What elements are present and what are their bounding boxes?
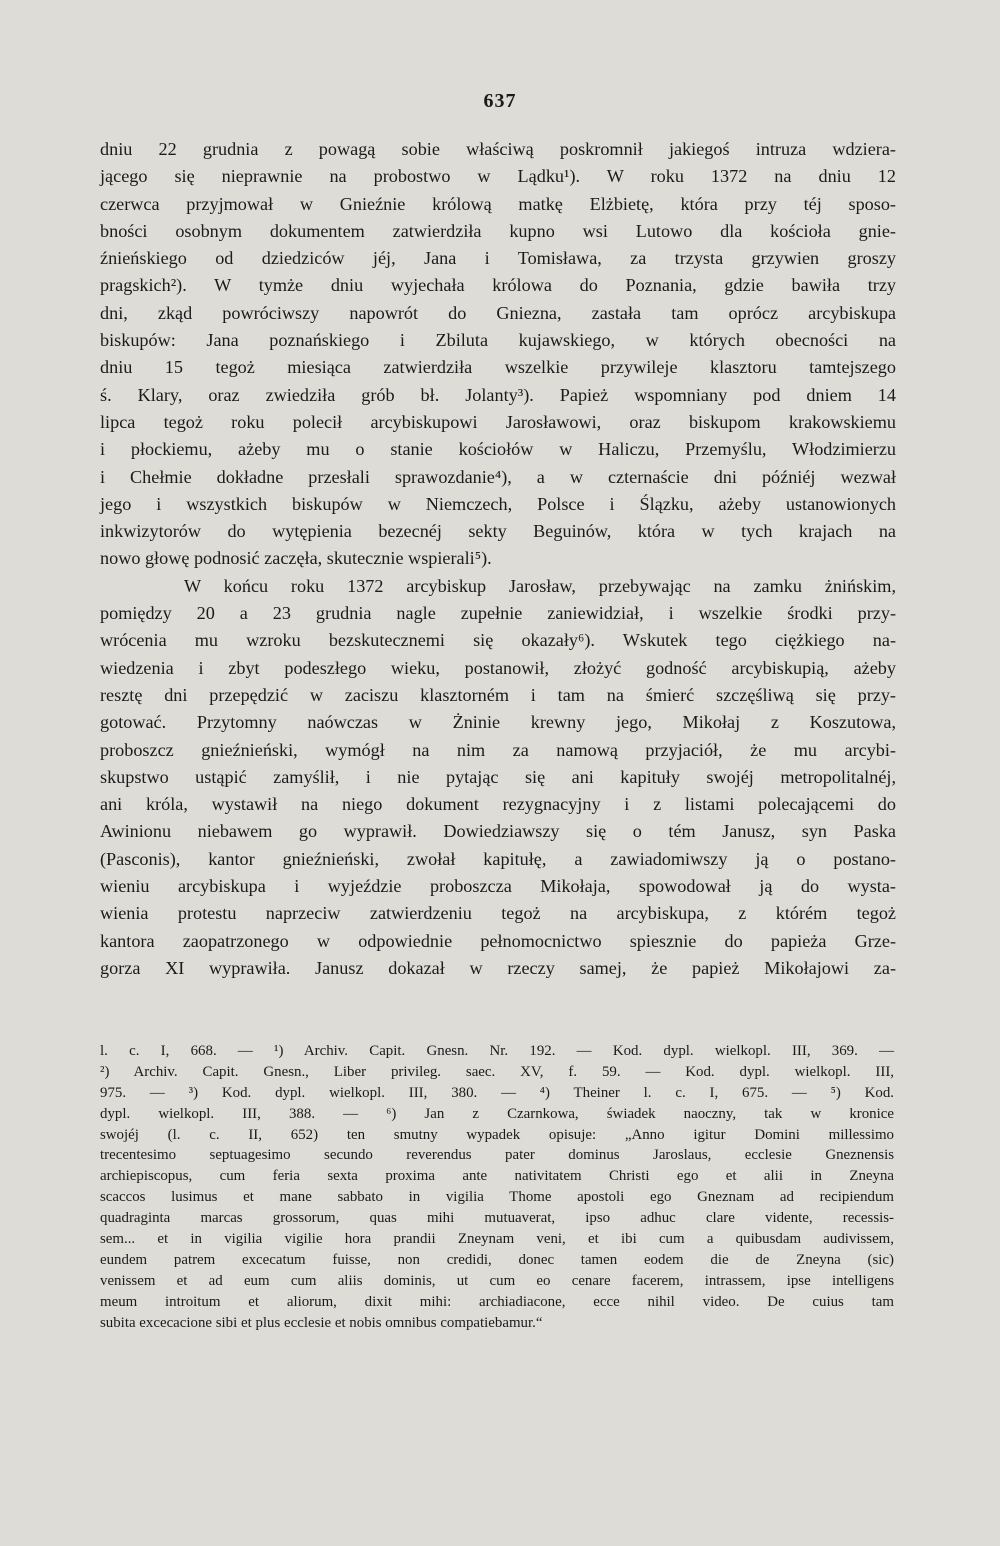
footnote-line: 975. — ³) Kod. dypl. wielkopl. III, 380. — ⁴) Theiner l. c. I, 675. — ⁵) Kod.: [100, 1084, 894, 1101]
text-line: wiedzenia i zbyt podeszłego wieku, postanowił, złożyć godność arcybiskupią, ażeby: [100, 657, 896, 678]
paragraph-end-line: nowo głowę podnosić zaczęła, skutecznie wspierali⁵).: [100, 548, 492, 569]
text-line: gotować. Przytomny naówczas w Żninie krewny jego, Mikołaj z Koszutowa,: [100, 712, 896, 733]
text-line: źnieńskiego od dziedziców jéj, Jana i Tomisława, za trzysta grzywien groszy: [100, 248, 896, 269]
page-number: 637: [483, 90, 517, 112]
text-line: bności osobnym dokumentem zatwierdziła kupno wsi Lutowo dla kościoła gnie-: [100, 220, 896, 241]
text-line: jącego się nieprawnie na probostwo w Lądku¹). W roku 1372 na dniu 12: [100, 166, 896, 187]
text-line: skupstwo ustąpić zamyślił, i nie pytając się ani kapituły swojéj metropolitalnéj,: [100, 766, 896, 787]
footnote-line: scaccos lusimus et mane sabbato in vigilia Thome apostoli ego Gneznam ad recipiendum: [100, 1189, 894, 1206]
footnote-line: dypl. wielkopl. III, 388. — ⁶) Jan z Czarnkowa, świadek naoczny, tak w kronice: [100, 1105, 894, 1122]
footnotes: [100, 1041, 894, 1333]
text-line: i Chełmie dokładne przesłali sprawozdanie⁴), a w czternaście dni późniéj wezwał: [100, 466, 896, 487]
text-line: dni, zkąd powróciwszy napowrót do Gniezna, zastała tam oprócz arcybiskupa: [100, 302, 896, 323]
text-line: wieniu arcybiskupa i wyjeździe proboszcza Mikołaja, spowodował ją do wysta-: [100, 876, 896, 897]
text-line: dniu 15 tegoż miesiąca zatwierdziła wszelkie przywileje klasztoru tamtejszego: [100, 357, 896, 378]
footnote-line: l. c. I, 668. — ¹) Archiv. Capit. Gnesn. Nr. 192. — Kod. dypl. wielkopl. III, 369. —: [100, 1043, 894, 1059]
text-line: resztę dni przepędzić w zaciszu klasztorném i tam na śmierć szczęśliwą się przy-: [100, 684, 896, 705]
footnote-line: eundem patrem excecatum fuisse, non credidi, donec tamen eodem die de Zneyna (sic): [100, 1251, 894, 1268]
text-line: lipca tegoż roku polecił arcybiskupowi Jarosławowi, oraz biskupom krakowskiemu: [100, 411, 896, 432]
text-line: (Pasconis), kantor gnieźnieński, zwołał kapitułę, a zawiadomiwszy ją o postano-: [100, 848, 896, 869]
footnote-line: sem... et in vigilia vigilie hora prandii Zneynam veni, et ibi cum a quibusdam audivissem,: [100, 1231, 894, 1248]
text-line: dniu 22 grudnia z powagą sobie właściwą poskromnił jakiegoś intruza wdziera-: [100, 139, 896, 159]
footnote-line: trecentesimo septuagesimo secundo reverendus pater dominus Jaroslaus, ecclesie Gneznensis: [100, 1147, 894, 1164]
text-line: inkwizytorów do wytępienia bezecnéj sekty Beguinów, która w tych krajach na: [100, 521, 896, 542]
paragraph-start-line: W końcu roku 1372 arcybiskup Jarosław, przebywając na zamku żnińskim,: [184, 575, 896, 596]
text-line: proboszcz gnieźnieński, wymógł na nim za namową przyjaciół, że mu arcybi-: [100, 739, 896, 760]
footnote-line: swojéj (l. c. II, 652) ten smutny wypadek opisuje: „Anno igitur Domini millessimo: [100, 1126, 894, 1143]
text-line: ś. Klary, oraz zwiedziła grób bł. Jolanty³). Papież wspomniany pod dniem 14: [100, 384, 896, 405]
text-line: wienia protestu naprzeciw zatwierdzeniu tegoż na arcybiskupa, z którém tegoż: [100, 903, 896, 924]
text-line: biskupów: Jana poznańskiego i Zbiluta kujawskiego, w których obecności na: [100, 330, 896, 351]
text-line: i płockiemu, ażeby mu o stanie kościołów w Haliczu, Przemyślu, Włodzimierzu: [100, 439, 896, 460]
footnote-line: quadraginta marcas grossorum, quas mihi mutuaverat, ipso adhuc clare vidente, recessis-: [100, 1210, 894, 1227]
text-line: Awinionu niebawem go wyprawił. Dowiedziawszy się o tém Janusz, syn Paska: [100, 821, 896, 842]
text-line: jego i wszystkich biskupów w Niemczech, Polsce i Ślązku, ażeby ustanowionych: [100, 493, 896, 514]
footnote-line: subita excecacione sibi et plus ecclesie et nobis omnibus compatiebamur.“: [100, 1314, 543, 1331]
footnote-line: ²) Archiv. Capit. Gnesn., Liber privileg. saec. XV, f. 59. — Kod. dypl. wielkopl. III,: [100, 1063, 894, 1080]
text-line: pomiędzy 20 a 23 grudnia nagle zupełnie zaniewidział, i wszelkie środki przy-: [100, 603, 896, 624]
text-line: ani króla, wystawił na niego dokument rezygnacyjny i z listami polecającemi do: [100, 794, 896, 815]
text-line: pragskich²). W tymże dniu wyjechała królowa do Poznania, gdzie bawiła trzy: [100, 275, 896, 296]
footnote-line: venissem et ad eum cum aliis dominis, ut cum eo cenare facerem, intrassem, ipse intelligens: [100, 1272, 894, 1289]
text-line: czerwca przyjmował w Gnieźnie królową matkę Elżbietę, która przy téj sposo-: [100, 193, 896, 214]
footnote-line: archiepiscopus, cum feria sexta proxima ante nativitatem Christi ego et alii in Zneyna: [100, 1168, 894, 1185]
text-line: gorza XI wyprawiła. Janusz dokazał w rzeczy samej, że papież Mikołajowi za-: [100, 957, 896, 978]
text-line: wrócenia mu wzroku bezskutecznemi się okazały⁶). Wskutek tego ciężkiego na-: [100, 630, 896, 651]
text-line: kantora zaopatrzonego w odpowiednie pełnomocnictwo spiesznie do papieża Grze-: [100, 930, 896, 951]
footnote-line: meum introitum et aliorum, dixit mihi: archiadiacone, ecce nihil video. De cuius tam: [100, 1293, 894, 1310]
main-text-body: [100, 136, 896, 982]
